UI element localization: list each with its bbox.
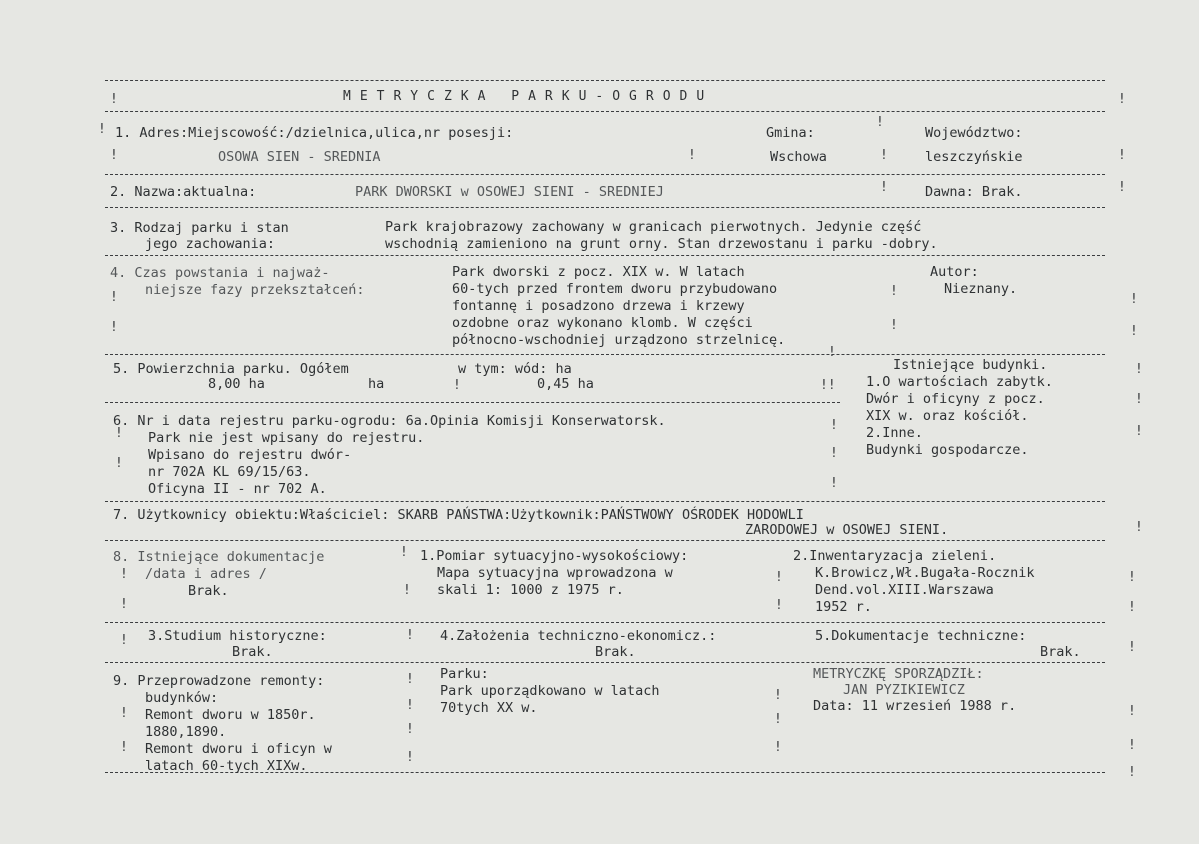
author-value: Nieznany. (944, 281, 1018, 297)
gmina-label: Gmina: (766, 125, 815, 141)
bar-mark: ! (1135, 362, 1143, 377)
bar-mark: ! (110, 148, 118, 163)
register-line: Park nie jest wpisany do rejestru. (148, 430, 425, 446)
name-label: 2. Nazwa:aktualna: (110, 184, 257, 200)
bar-mark: ! (1128, 704, 1136, 719)
address-value: OSOWA SIEN - SREDNIA (218, 149, 381, 165)
buildings-line: 1.O wartościach zabytk. (866, 374, 1053, 390)
type-label: 3. Rodzaj parku i stan (110, 220, 289, 236)
history-value: Park dworski z pocz. XIX w. W latach (452, 264, 745, 280)
tech-economic: Brak. (595, 644, 636, 660)
register-line: Wpisano do rejestru dwór- (148, 447, 352, 463)
historical-study: 3.Studium historyczne: (148, 628, 327, 644)
park-renovation: Parku: (440, 666, 489, 682)
bar-mark: ! (830, 476, 838, 491)
bar-mark: ! (1135, 392, 1143, 407)
bar-mark: ! (110, 92, 118, 107)
historical-study: Brak. (232, 644, 273, 660)
park-renovation: Park uporządkowano w latach (440, 683, 660, 699)
rule (105, 80, 1105, 81)
bar-mark: ! (830, 446, 838, 461)
register-line: 6. Nr i data rejestru parku-ogrodu: 6a.Opinia Komisji Konserwatorsk. (113, 413, 666, 429)
bar-mark: ! (120, 740, 128, 755)
rule (105, 402, 840, 403)
renovations-line: 1880,1890. (145, 724, 227, 740)
signature-date: Data: 11 wrzesień 1988 r. (813, 698, 1017, 714)
bar-mark: ! (120, 567, 128, 582)
bar-mark: ! (406, 722, 414, 737)
address-label: 1. Adres:Miejscowość:/dzielnica,ulica,nr posesji: (115, 125, 514, 141)
buildings-line: 2.Inne. (866, 425, 923, 441)
bar-mark: ! (1130, 292, 1138, 307)
buildings-line: Dwór i oficyny z pocz. (866, 391, 1045, 407)
bar-mark: ! (688, 148, 696, 163)
bar-mark: ! (1128, 640, 1136, 655)
bar-mark: ! (880, 180, 888, 195)
bar-mark: ! (1135, 424, 1143, 439)
history-label: 4. Czas powstania i najważ- (110, 265, 330, 281)
bar-mark: ! (453, 378, 461, 393)
bar-mark: ! (876, 115, 884, 130)
water-value: 0,45 ha (537, 376, 594, 392)
rule (105, 255, 1105, 256)
history-value: fontannę i posadzono drzewa i krzewy (452, 298, 745, 314)
history-label: niejsze fazy przekształceń: (145, 282, 365, 298)
bar-mark: ! (1128, 765, 1136, 780)
bar-mark: ! (406, 672, 414, 687)
history-value: północno-wschodniej urządzono strzelnicę. (452, 332, 786, 348)
survey-line: Mapa sytuacyjna wprowadzona w (437, 565, 673, 581)
bar-mark: ! (115, 456, 123, 471)
bar-mark: ! (775, 570, 783, 585)
voivodeship-value: leszczyńskie (925, 149, 1023, 165)
bar-mark: ! (120, 597, 128, 612)
docs-label: /data i adres / (145, 566, 267, 582)
docs-label: Brak. (188, 583, 229, 599)
area-total: 8,00 ha (208, 376, 265, 392)
bar-mark: ! (1118, 180, 1126, 195)
register-line: nr 702A KL 69/15/63. (148, 464, 311, 480)
greenery-line: Dend.vol.XIII.Warszawa (815, 582, 994, 598)
docs-label: 8. Istniejące dokumentacje (113, 549, 325, 565)
bar-mark: ! (880, 148, 888, 163)
tech-economic: 4.Założenia techniczno-ekonomicz.: (440, 628, 717, 644)
buildings-line: Istniejące budynki. (893, 357, 1048, 373)
bar-mark: ! (828, 345, 836, 360)
bar-mark: ! (1128, 570, 1136, 585)
users-line: ZARODOWEJ w OSOWEJ SIENI. (745, 522, 949, 538)
bar-mark: ! (1118, 92, 1126, 107)
register-line: Oficyna II - nr 702 A. (148, 481, 327, 497)
renovations-line: latach 60-tych XIXw. (145, 758, 308, 774)
area-label: 5. Powierzchnia parku. Ogółem (113, 361, 349, 377)
users-line: 7. Użytkownicy obiektu:Właściciel: SKARB PAŃSTWA:Użytkownik:PAŃSTWOWY OŚRODEK HODOWLI (113, 507, 804, 523)
bar-mark: ! (1118, 148, 1126, 163)
rule (105, 354, 1105, 355)
rule (105, 111, 1105, 112)
bar-mark: ! (400, 545, 408, 560)
bar-mark: !! (820, 378, 836, 393)
rule (105, 622, 1105, 623)
bar-mark: ! (406, 628, 414, 643)
voivodeship-label: Województwo: (925, 125, 1023, 141)
rule (105, 174, 1105, 175)
bar-mark: ! (890, 318, 898, 333)
signature-line: JAN PYZIKIEWICZ (843, 682, 965, 698)
water-label: w tym: wód: ha (458, 361, 572, 377)
signature-line: METRYCZKĘ SPORZĄDZIŁ: (813, 666, 984, 682)
greenery-line: 1952 r. (815, 599, 872, 615)
type-value: Park krajobrazowy zachowany w granicach pierwotnych. Jedynie część (385, 219, 922, 235)
bar-mark: ! (1128, 600, 1136, 615)
type-label: jego zachowania: (145, 236, 276, 252)
rule (105, 662, 1105, 663)
renovations-line: budynków: (145, 690, 219, 706)
bar-mark: ! (775, 598, 783, 613)
tech-docs: Brak. (1040, 644, 1081, 660)
renovations-line: Remont dworu i oficyn w (145, 741, 332, 757)
bar-mark: ! (115, 426, 123, 441)
history-value: ozdobne oraz wykonano klomb. W części (452, 315, 753, 331)
bar-mark: ! (120, 633, 128, 648)
bar-mark: ! (1128, 738, 1136, 753)
name-value: PARK DWORSKI w OSOWEJ SIENI - SREDNIEJ (355, 184, 664, 200)
bar-mark: ! (110, 290, 118, 305)
bar-mark: ! (406, 750, 414, 765)
greenery-line: K.Browicz,Wł.Bugała-Rocznik (815, 565, 1035, 581)
type-value: wschodnią zamieniono na grunt orny. Stan drzewostanu i parku -dobry. (385, 236, 938, 252)
greenery-line: 2.Inwentaryzacja zieleni. (793, 548, 997, 564)
bar-mark: ! (1130, 324, 1138, 339)
renovations-line: Remont dworu w 1850r. (145, 707, 316, 723)
bar-mark: ! (98, 122, 106, 137)
rule (105, 501, 1105, 502)
document-title: METRYCZKA PARKU-OGRODU (343, 89, 714, 104)
history-value: 60-tych przed frontem dworu przybudowano (452, 281, 778, 297)
buildings-line: XIX w. oraz kościół. (866, 408, 1029, 424)
survey-line: 1.Pomiar sytuacyjno-wysokościowy: (420, 548, 689, 564)
gmina-value: Wschowa (770, 149, 827, 165)
rule (105, 540, 1105, 541)
buildings-line: Budynki gospodarcze. (866, 442, 1029, 458)
bar-mark: ! (403, 583, 411, 598)
renovations-line: 9. Przeprowadzone remonty: (113, 673, 325, 689)
rule (105, 207, 1105, 208)
bar-mark: ! (1135, 520, 1143, 535)
bar-mark: ! (890, 284, 898, 299)
bar-mark: ! (110, 320, 118, 335)
bar-mark: ! (774, 688, 782, 703)
bar-mark: ! (774, 712, 782, 727)
survey-line: skali 1: 1000 z 1975 r. (437, 582, 624, 598)
former-name: Dawna: Brak. (925, 184, 1023, 200)
bar-mark: ! (774, 740, 782, 755)
bar-mark: ! (120, 706, 128, 721)
park-renovation: 70tych XX w. (440, 700, 538, 716)
bar-mark: ! (406, 698, 414, 713)
author-label: Autor: (930, 264, 979, 280)
bar-mark: ! (830, 418, 838, 433)
tech-docs: 5.Dokumentacje techniczne: (815, 628, 1027, 644)
area-unit: ha (368, 376, 385, 392)
